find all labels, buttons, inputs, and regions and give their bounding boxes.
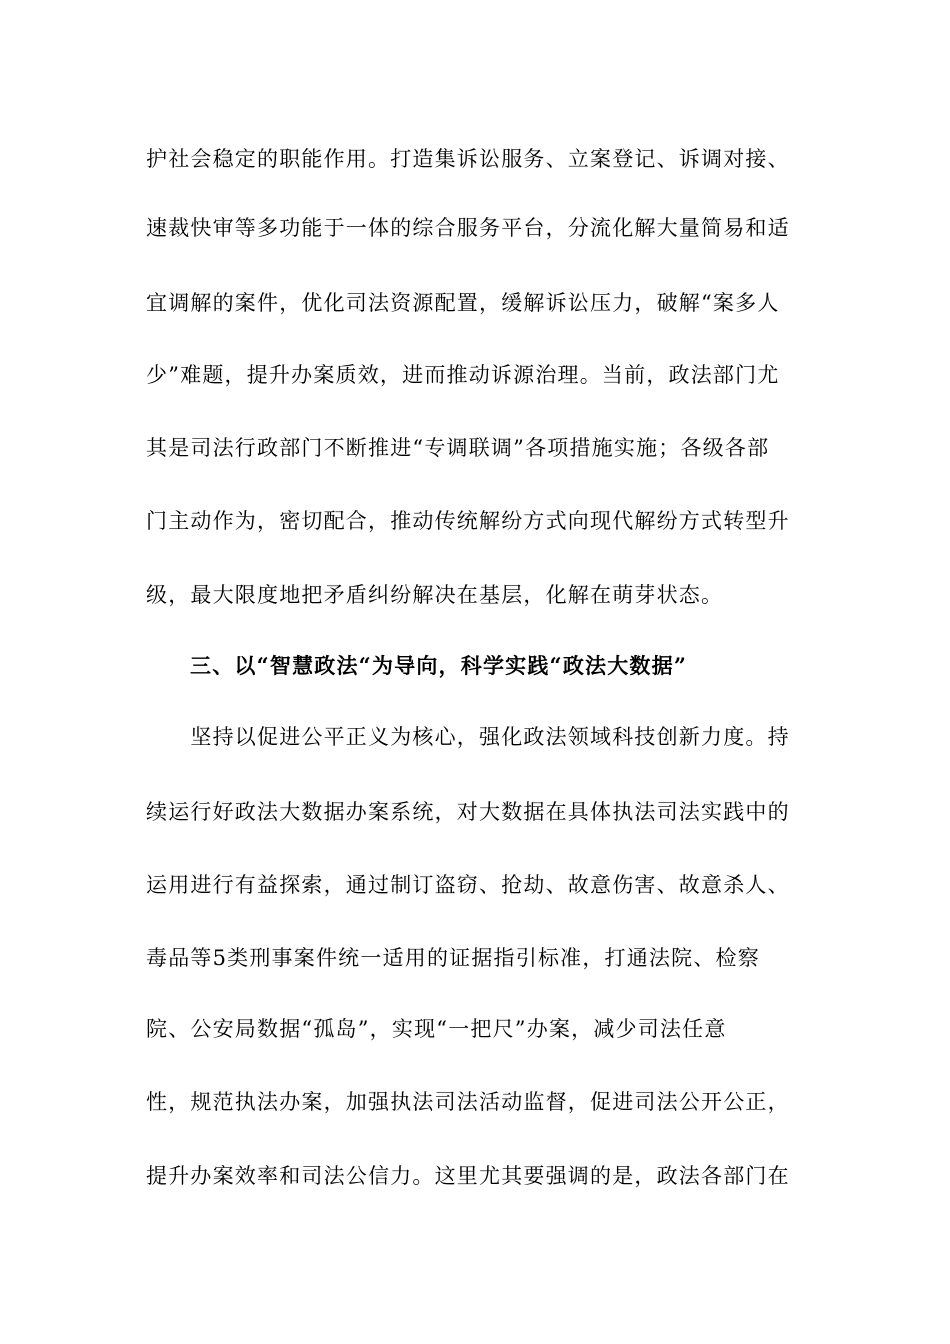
- section-heading: 三、以“智慧政法“为导向，科学实践“政法大数据”: [190, 653, 688, 678]
- paragraph-line: 宜调解的案件，优化司法资源配置，缓解诉讼压力，破解“案多人: [146, 291, 780, 315]
- paragraph-line: 性，规范执法办案，加强执法司法活动监督，促进司法公开公正，: [146, 1090, 790, 1114]
- paragraph-line: 速裁快审等多功能于一体的综合服务平台，分流化解大量简易和适: [146, 216, 790, 240]
- paragraph-line: 运用进行有益探索，通过制订盗窃、抢劫、故意伤害、故意杀人、: [146, 873, 790, 897]
- paragraph-line: 提升办案效率和司法公信力。这里尤其要强调的是，政法各部门在: [146, 1164, 790, 1188]
- paragraph-line: 级，最大限度地把矛盾纠纷解决在基层，化解在萌芽状态。: [146, 583, 724, 607]
- paragraph-line: 续运行好政法大数据办案系统，对大数据在具体执法司法实践中的: [146, 800, 790, 824]
- paragraph-line: 护社会稳定的职能作用。打造集诉讼服务、立案登记、诉调对接、: [146, 147, 790, 171]
- paragraph-line: 门主动作为，密切配合，推动传统解纷方式向现代解纷方式转型升: [146, 509, 790, 533]
- paragraph-line: 少”难题，提升办案质效，进而推动诉源治理。当前，政法部门尤: [146, 363, 780, 387]
- paragraph-line: 院、公安局数据“孤岛”，实现“一把尺”办案，减少司法任意: [146, 1017, 727, 1041]
- paragraph-line: 坚持以促进公平正义为核心，强化政法领域科技创新力度。持: [146, 725, 790, 749]
- paragraph-line: 其是司法行政部门不断推进“专调联调”各项措施实施；各级各部: [146, 436, 770, 460]
- paragraph-line: 毒品等5类刑事案件统一适用的证据指引标准，打通法院、检察: [146, 946, 760, 970]
